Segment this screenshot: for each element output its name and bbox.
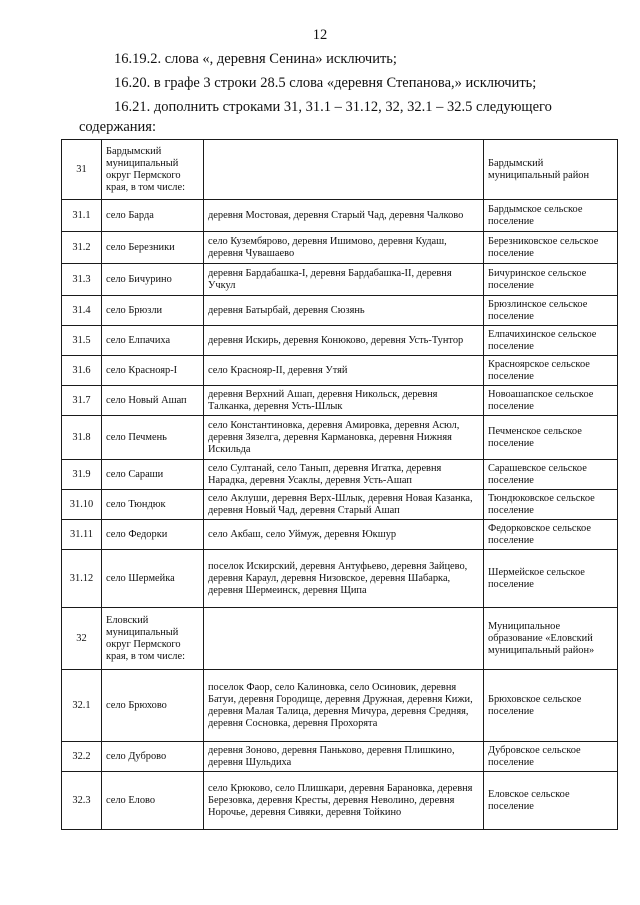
settlements-list-cell: деревня Искирь, деревня Конюково, деревня Усть-Тунтор [204,326,484,356]
table-row [62,386,618,416]
row-number-cell: 31.2 [62,232,102,264]
row-number-cell: 31.5 [62,326,102,356]
table-row [62,490,618,520]
paragraph-16-21-continuation: содержания: [79,119,157,135]
table-row [62,608,618,670]
settlements-list-cell: деревня Зоново, деревня Паньково, деревня Плишкино, деревня Шульдиха [204,742,484,772]
settlements-list-cell: село Акбаш, село Уймуж, деревня Юкшур [204,520,484,550]
row-number-cell: 31.11 [62,520,102,550]
settlement-name-cell: село Елпачиха [102,326,204,356]
row-number-cell: 31.3 [62,264,102,296]
municipality-cell: Брюзлинское сельское поселение [484,296,618,326]
table-row [62,140,618,200]
municipality-cell: Федорковское сельское поселение [484,520,618,550]
municipality-cell: Тюндюковское сельское поселение [484,490,618,520]
settlement-name-cell: село Березники [102,232,204,264]
settlement-name-cell: село Сараши [102,460,204,490]
settlement-name-cell: село Барда [102,200,204,232]
row-number-cell: 32.1 [62,670,102,742]
settlement-name-cell: село Елово [102,772,204,830]
row-number-cell: 31.8 [62,416,102,460]
settlements-list-cell: село Султанай, село Танып, деревня Игатка, деревня Нарадка, деревня Усаклы, деревня Усть-Ашап [204,460,484,490]
row-number-cell: 31.10 [62,490,102,520]
municipality-cell: Елпачихинское сельское поселение [484,326,618,356]
table-row [62,356,618,386]
settlements-list-cell: поселок Фаор, село Калиновка, село Осиновик, деревня Батуи, деревня Городище, деревня Дружная, деревня Кижи, деревня Малая Талица, деревня Мичура, деревня Средняя, деревня Сосновка, деревня Прохорята [204,670,484,742]
municipality-cell: Бардымский муниципальный район [484,140,618,200]
settlements-list-cell: деревня Мостовая, деревня Старый Чад, деревня Чалково [204,200,484,232]
page-number: 12 [312,27,328,43]
row-number-cell: 31.1 [62,200,102,232]
settlement-name-cell: село Федорки [102,520,204,550]
table-row [62,460,618,490]
municipality-cell: Муниципальное образование «Еловский муниципальный район» [484,608,618,670]
municipality-cell: Печменское сельское поселение [484,416,618,460]
row-number-cell: 31.9 [62,460,102,490]
row-number-cell: 32.2 [62,742,102,772]
table-body [62,140,618,830]
table-row [62,326,618,356]
municipality-cell: Березниковское сельское поселение [484,232,618,264]
table-row [62,296,618,326]
municipality-cell: Бардымское сельское поселение [484,200,618,232]
row-number-cell: 32.3 [62,772,102,830]
settlement-name-cell: село Брюзли [102,296,204,326]
row-number-cell: 31.12 [62,550,102,608]
settlement-name-cell: село Шермейка [102,550,204,608]
municipality-cell: Красноярское сельское поселение [484,356,618,386]
settlement-name-cell: село Печмень [102,416,204,460]
settlement-name-cell: село Тюндюк [102,490,204,520]
row-number-cell: 32 [62,608,102,670]
municipality-cell: Еловское сельское поселение [484,772,618,830]
row-number-cell: 31.4 [62,296,102,326]
table-row [62,416,618,460]
paragraph-16-20: 16.20. в графе 3 строки 28.5 слова «деревня Степанова,» исключить; [114,75,537,91]
table-row [62,264,618,296]
settlements-list-cell: село Аклуши, деревня Верх-Шлык, деревня Новая Казанка, деревня Новый Чад, деревня Старый Ашап [204,490,484,520]
settlement-name-cell: Бардымский муниципальный округ Пермского края, в том числе: [102,140,204,200]
municipality-cell: Шермейское сельское поселение [484,550,618,608]
settlement-name-cell: село Дуброво [102,742,204,772]
municipality-cell: Брюховское сельское поселение [484,670,618,742]
municipalities-table [61,139,618,830]
settlements-list-cell: село Кузембярово, деревня Ишимово, деревня Кудаш, деревня Чувашаево [204,232,484,264]
settlements-list-cell: село Краснояр-II, деревня Утяй [204,356,484,386]
settlement-name-cell: село Новый Ашап [102,386,204,416]
municipality-cell: Дубровское сельское поселение [484,742,618,772]
row-number-cell: 31 [62,140,102,200]
table-row [62,772,618,830]
table-row [62,520,618,550]
settlements-list-cell [204,140,484,200]
municipality-cell: Бичуринское сельское поселение [484,264,618,296]
table-row [62,670,618,742]
table-row [62,742,618,772]
settlement-name-cell: село Брюхово [102,670,204,742]
settlements-list-cell: деревня Батырбай, деревня Сюзянь [204,296,484,326]
settlements-list-cell: село Константиновка, деревня Амировка, деревня Асюл, деревня Зязелга, деревня Кармановка, деревня Нижняя Искильда [204,416,484,460]
row-number-cell: 31.6 [62,356,102,386]
settlements-list-cell: поселок Искирский, деревня Антуфьево, деревня Зайцево, деревня Караул, деревня Низовское, деревня Шабарка, деревня Шермеинск, деревня Щипа [204,550,484,608]
municipality-cell: Новоашапское сельское поселение [484,386,618,416]
settlement-name-cell: село Бичурино [102,264,204,296]
table-row [62,200,618,232]
settlements-list-cell: село Крюково, село Плишкари, деревня Барановка, деревня Березовка, деревня Кресты, деревня Неволино, деревня Норочье, деревня Сивяки, деревня Тойкино [204,772,484,830]
table-row [62,550,618,608]
municipality-cell: Сарашевское сельское поселение [484,460,618,490]
settlements-list-cell: деревня Бардабашка-I, деревня Бардабашка-II, деревня Учкул [204,264,484,296]
paragraph-16-19-2: 16.19.2. слова «, деревня Сенина» исключить; [114,51,397,67]
table-row [62,232,618,264]
settlements-list-cell [204,608,484,670]
row-number-cell: 31.7 [62,386,102,416]
settlement-name-cell: Еловский муниципальный округ Пермского края, в том числе: [102,608,204,670]
paragraph-16-21: 16.21. дополнить строками 31, 31.1 – 31.12, 32, 32.1 – 32.5 следующего [114,99,552,115]
settlement-name-cell: село Краснояр-I [102,356,204,386]
settlements-list-cell: деревня Верхний Ашап, деревня Никольск, деревня Талканка, деревня Усть-Шлык [204,386,484,416]
